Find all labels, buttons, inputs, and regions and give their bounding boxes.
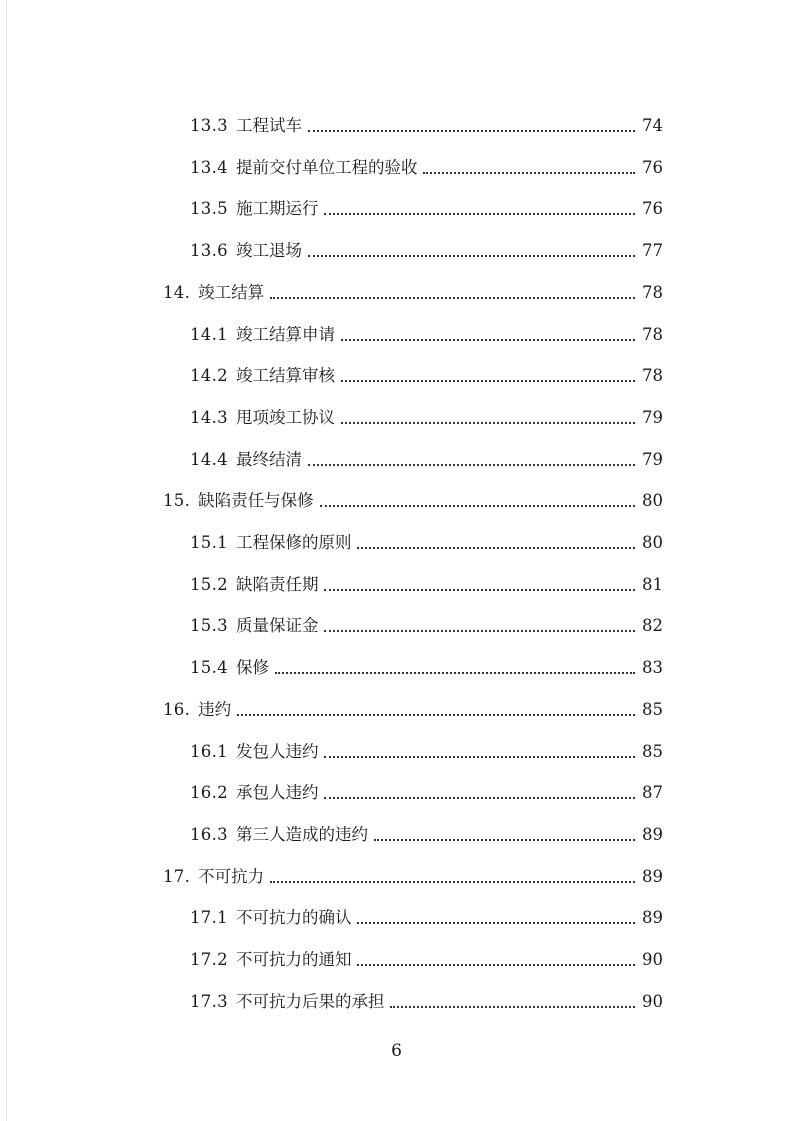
toc-dot-leader <box>270 869 635 883</box>
toc-entry-title: 甩项竣工协议 <box>235 407 335 427</box>
toc-entry-number: 13.3 <box>190 116 228 135</box>
toc-entry-number: 17.2 <box>190 950 228 969</box>
toc-entry-number: 13.4 <box>190 157 228 177</box>
toc-entry-title: 工程保修的原则 <box>235 533 352 552</box>
toc-entry-number: 14.4 <box>190 449 228 469</box>
toc-entry-title: 竣工结算审核 <box>235 366 335 386</box>
toc-entry-title: 最终结清 <box>235 449 302 469</box>
toc-dot-leader <box>324 577 635 591</box>
toc-entry-number: 17.1 <box>190 908 228 928</box>
toc-entry-number: 16. <box>163 699 191 719</box>
toc-entry-page: 85 <box>642 741 663 761</box>
toc-entry-title: 竣工退场 <box>235 241 302 261</box>
toc-entry-title: 不可抗力的通知 <box>235 950 352 969</box>
toc-dot-leader <box>341 368 635 382</box>
toc-entry-page: 79 <box>642 449 663 469</box>
toc-entry-number: 17.3 <box>190 991 228 1011</box>
toc-entry-title: 不可抗力后果的承担 <box>235 991 385 1011</box>
toc-entry-number: 14.2 <box>190 366 228 386</box>
toc-entry-page: 90 <box>642 950 663 969</box>
toc-section-entry <box>190 567 663 595</box>
toc-entry-title: 缺陷责任期 <box>235 574 319 594</box>
toc-entry-title: 保修 <box>235 658 269 678</box>
toc-dot-leader <box>324 201 635 215</box>
toc-section-entry <box>190 150 663 178</box>
toc-dot-leader <box>275 660 635 674</box>
toc-entry-page: 81 <box>642 574 663 594</box>
toc-dot-leader <box>324 618 635 632</box>
toc-entry-number: 13.5 <box>190 199 228 219</box>
toc-entry-title: 竣工结算 <box>198 282 265 302</box>
toc-entry-number: 15. <box>163 491 191 511</box>
toc-entry-number: 15.2 <box>190 574 228 594</box>
toc-section-entry <box>190 525 663 553</box>
toc-dot-leader <box>390 994 635 1008</box>
toc-dot-leader <box>324 785 635 799</box>
toc-entry-title: 施工期运行 <box>235 199 319 219</box>
toc-entry-page: 85 <box>642 699 663 719</box>
toc-entry-number: 16.3 <box>190 824 228 844</box>
toc-section-entry <box>190 650 663 678</box>
toc-dot-leader <box>308 118 635 132</box>
toc-entry-title: 发包人违约 <box>235 741 319 761</box>
toc-entry-title: 承包人违约 <box>235 783 319 803</box>
toc-dot-leader <box>270 285 635 299</box>
toc-entry-title: 不可抗力的确认 <box>235 908 352 928</box>
toc-section-entry <box>190 775 663 803</box>
toc-section-entry <box>190 817 663 845</box>
toc-section-entry <box>190 108 663 136</box>
toc-chapter-entry <box>163 859 663 887</box>
toc-entry-page: 89 <box>642 866 663 886</box>
toc-entry-title: 违约 <box>198 699 232 719</box>
toc-entry-page: 76 <box>642 157 663 177</box>
toc-entry-title: 缺陷责任与保修 <box>198 491 314 511</box>
toc-entry-page: 76 <box>642 199 663 219</box>
toc-section-entry <box>190 358 663 386</box>
toc-entry-page: 82 <box>642 616 663 636</box>
toc-section-entry <box>190 984 663 1012</box>
toc-entry-title: 竣工结算申请 <box>235 324 335 344</box>
toc-entry-number: 17. <box>163 866 191 886</box>
toc-section-entry <box>190 400 663 428</box>
toc-entry-page: 80 <box>642 491 663 511</box>
toc-chapter-entry <box>163 483 663 511</box>
toc-entry-number: 16.2 <box>190 783 228 803</box>
toc-entry-page: 78 <box>642 282 663 302</box>
toc-dot-leader <box>341 410 635 424</box>
toc-entry-number: 14.3 <box>190 407 228 427</box>
toc-entry-page: 80 <box>642 533 663 552</box>
toc-section-entry <box>190 191 663 219</box>
toc-chapter-entry <box>163 275 663 303</box>
toc-dot-leader <box>320 493 635 507</box>
toc-dot-leader <box>308 243 635 257</box>
toc-entry-title: 提前交付单位工程的验收 <box>235 157 418 177</box>
toc-section-entry <box>190 317 663 345</box>
toc-dot-leader <box>423 160 635 174</box>
toc-entry-page: 83 <box>642 658 663 678</box>
toc-entry-number: 14.1 <box>190 324 228 344</box>
toc-entry-page: 90 <box>642 991 663 1011</box>
toc-dot-leader <box>357 952 635 966</box>
toc-dot-leader <box>357 910 635 924</box>
toc-entry-page: 79 <box>642 407 663 427</box>
toc-section-entry <box>190 233 663 261</box>
toc-entry-page: 87 <box>642 783 663 803</box>
toc-entry-number: 16.1 <box>190 741 228 761</box>
toc-entry-page: 77 <box>642 241 663 261</box>
toc-section-entry <box>190 900 663 928</box>
toc-dot-leader <box>324 744 635 758</box>
toc-entry-page: 74 <box>642 116 663 135</box>
toc-chapter-entry <box>163 692 663 720</box>
toc-entry-page: 89 <box>642 824 663 844</box>
toc-entry-number: 15.4 <box>190 658 228 678</box>
toc-dot-leader <box>374 827 635 841</box>
toc-entry-number: 15.3 <box>190 616 228 636</box>
toc-dot-leader <box>308 452 635 466</box>
toc-section-entry <box>190 942 663 970</box>
toc-dot-leader <box>237 702 635 716</box>
toc-section-entry <box>190 734 663 762</box>
toc-section-entry <box>190 608 663 636</box>
toc-entry-page: 78 <box>642 324 663 344</box>
toc-entry-title: 工程试车 <box>235 116 302 135</box>
toc-entry-title: 不可抗力 <box>198 866 265 886</box>
toc-dot-leader <box>357 535 635 549</box>
page-number: 6 <box>391 1041 402 1061</box>
toc-entry-page: 89 <box>642 908 663 928</box>
toc-entry-title: 第三人造成的违约 <box>235 824 368 844</box>
toc-entry-number: 13.6 <box>190 241 228 261</box>
toc-entry-page: 78 <box>642 366 663 386</box>
toc-entry-number: 14. <box>163 282 191 302</box>
toc-entry-number: 15.1 <box>190 533 228 552</box>
toc-dot-leader <box>341 327 635 341</box>
toc-section-entry <box>190 442 663 470</box>
toc-entry-title: 质量保证金 <box>235 616 319 636</box>
